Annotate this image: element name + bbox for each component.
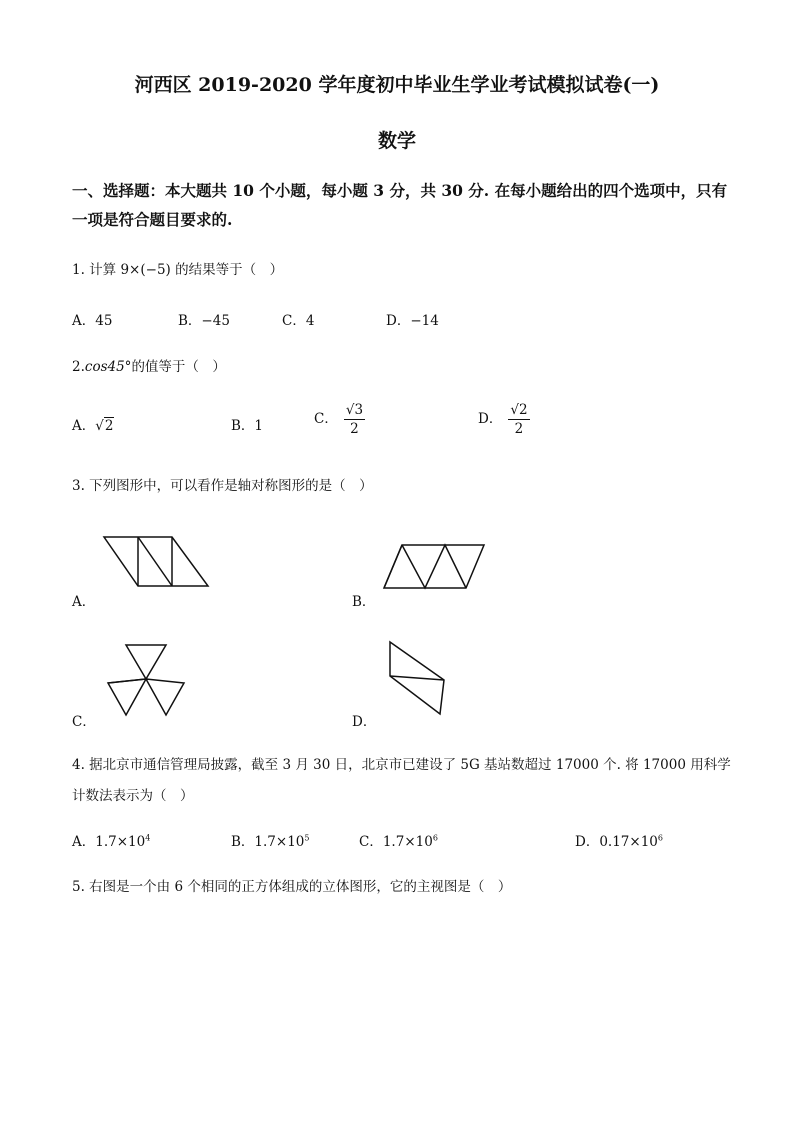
section-instructions: 一、选择题：本大题共 10 个小题，每小题 3 分，共 30 分. 在每小题给出的四个选项中，只有一项是符合题目要求的. [72, 181, 728, 229]
question-4-stem-line-2: 计数法表示为（ ） [72, 788, 194, 804]
q2-option-d-radicand: 2 [518, 402, 528, 418]
q1-option-a: A．45 [72, 313, 113, 329]
question-5-stem: 5. 右图是一个由 6 个相同的正方体组成的立体图形，它的主视图是（ ） [72, 879, 512, 895]
q4-option-d [575, 830, 663, 850]
q4-option-c [359, 830, 438, 850]
q2-option-c-denominator: 2 [350, 421, 359, 437]
q4-option-b [231, 830, 309, 850]
q2-option-c-numerator: √3 [345, 402, 364, 418]
question-1-stem: 1. 计算 9×(−5) 的结果等于（ ） [72, 262, 284, 278]
q3-figure-b [382, 543, 488, 591]
q4-option-b-label: B． [231, 834, 255, 850]
q3-figure-a [100, 534, 212, 590]
q3-option-b-label: B． [352, 594, 376, 610]
q2-option-c [314, 402, 365, 437]
q4-option-d-label: D． [575, 834, 600, 850]
q4-option-a [72, 830, 150, 850]
q2-option-d-fraction [508, 402, 529, 437]
q4-option-c-exponent: 6 [432, 833, 438, 843]
q3-option-d-label: D． [352, 714, 377, 730]
question-3-stem: 3. 下列图形中，可以看作是轴对称图形的是（ ） [72, 478, 373, 494]
q4-option-a-label: A． [72, 834, 96, 850]
q2-option-b: B．1 [231, 418, 264, 434]
q4-option-a-mantissa: 1.7×10 [95, 834, 146, 850]
q2-option-a [72, 414, 114, 434]
q2-stem-tail: 的值等于（ ） [131, 359, 226, 375]
q3-option-c-label: C． [72, 714, 96, 730]
q3-figure-d [386, 638, 448, 718]
q4-option-d-exponent: 6 [657, 833, 663, 843]
q2-option-c-fraction [344, 402, 365, 437]
q2-option-a-label: A． [72, 418, 96, 434]
q4-option-a-exponent: 4 [145, 833, 151, 843]
q2-option-a-radicand: 2 [104, 418, 114, 434]
q1-option-b: B．−45 [178, 313, 230, 329]
q2-number: 2. [72, 359, 85, 375]
q2-option-d-denominator: 2 [514, 421, 524, 437]
q2-option-a-sqrt: √2 [95, 418, 114, 434]
question-2-stem [72, 355, 226, 375]
q3-option-a-label: A． [72, 594, 96, 610]
q1-option-c: C．4 [282, 313, 315, 329]
q4-option-c-label: C． [359, 834, 383, 850]
subject-heading: 数学 [377, 130, 416, 152]
q4-option-b-mantissa: 1.7×10 [254, 834, 305, 850]
q4-option-d-mantissa: 0.17×10 [599, 834, 658, 850]
q4-option-b-exponent: 5 [304, 833, 310, 843]
q2-option-c-radicand: 3 [354, 402, 364, 418]
q2-option-d-numerator: √2 [510, 402, 528, 418]
q2-option-d [478, 402, 530, 437]
q4-option-c-mantissa: 1.7×10 [382, 834, 433, 850]
q2-function: cos45° [84, 359, 132, 375]
q3-figure-c [106, 643, 186, 719]
question-4-stem-line-1: 4. 据北京市通信管理局披露，截至 3 月 30 日，北京市已建设了 5G 基站数超过 17000 个. 将 17000 用科学 [72, 757, 731, 773]
q2-option-d-label: D． [478, 411, 503, 427]
q1-option-d: D．−14 [386, 313, 439, 329]
q2-option-c-label: C． [314, 411, 338, 427]
exam-title: 河西区 2019-2020 学年度初中毕业生学业考试模拟试卷(一) [134, 74, 660, 96]
